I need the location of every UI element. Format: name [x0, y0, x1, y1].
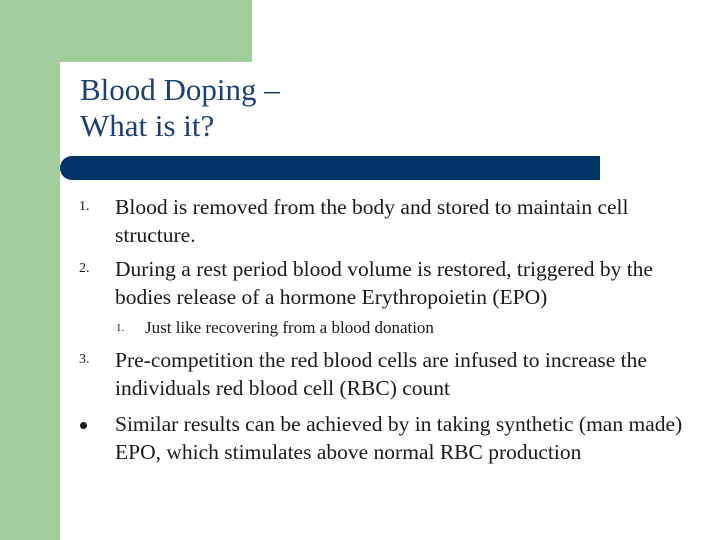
bullet-dot-icon	[80, 422, 87, 429]
sub-list-marker-1: 1.	[116, 322, 125, 334]
list-item-1: Blood is removed from the body and stored to maintain cell structure.	[115, 195, 629, 247]
slide-title-line-2: What is it?	[80, 108, 215, 143]
slide-title-line-1: Blood Doping –	[80, 72, 280, 107]
decorative-green-sidebar	[0, 0, 60, 540]
list-item-2: During a rest period blood volume is restored, triggered by the bodies release of a hormone Erythropoietin (EPO)	[115, 257, 653, 309]
list-marker-3: 3.	[79, 352, 90, 367]
sub-list-item-1: Just like recovering from a blood donation	[145, 318, 434, 337]
list-item-4: Similar results can be achieved by in taking synthetic (man made) EPO, which stimulates above normal RBC production	[115, 412, 683, 464]
title-underline-bar	[60, 156, 600, 180]
list-marker-2: 2.	[79, 261, 90, 276]
list-item-3: Pre-competition the red blood cells are infused to increase the individuals red blood cell (RBC) count	[115, 348, 647, 400]
list-marker-1: 1.	[79, 199, 90, 214]
slide-title	[80, 72, 280, 144]
